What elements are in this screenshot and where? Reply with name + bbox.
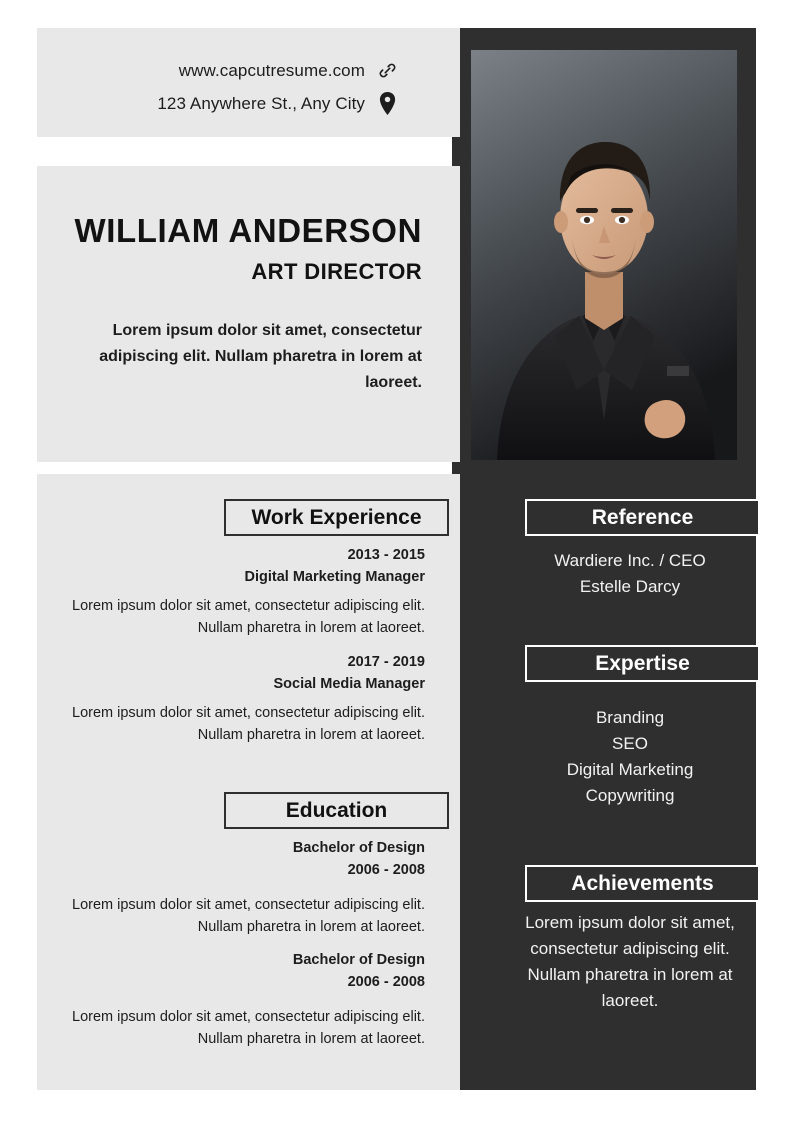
- reference-company: Wardiere Inc. / CEO: [554, 551, 706, 570]
- achievements-text: Lorem ipsum dolor sit amet, consectetur adipiscing elit. Nullam pharetra in lorem at laoreet.: [525, 913, 735, 1010]
- expertise-item-1: Branding: [595, 708, 665, 727]
- work-item-2-years: 2017 - 2019: [347, 654, 425, 670]
- contact-block: [37, 28, 460, 137]
- expertise-item-4: Copywriting: [585, 786, 675, 805]
- work-item-1-position: Digital Marketing Manager: [244, 569, 425, 585]
- education-item-1-degree: Bachelor of Design: [292, 840, 425, 856]
- profile-summary: Lorem ipsum dolor sit amet, consectetur adipiscing elit. Nullam pharetra in lorem at laoreet.: [99, 322, 422, 391]
- section-header-reference: [525, 499, 760, 536]
- portrait-photo: [471, 50, 737, 460]
- contact-website-row[interactable]: [157, 54, 398, 87]
- left-content-panel: [37, 474, 460, 1090]
- reference-person: Estelle Darcy: [579, 577, 681, 596]
- education-item-2-degree: Bachelor of Design: [292, 952, 425, 968]
- name-block: [37, 166, 460, 462]
- education-item-2-years: 2006 - 2008: [347, 974, 425, 990]
- work-item-2-description: Lorem ipsum dolor sit amet, consectetur adipiscing elit. Nullam pharetra in lorem at laoreet.: [72, 705, 425, 743]
- expertise-item-3: Digital Marketing: [566, 760, 694, 779]
- section-header-expertise: [525, 645, 760, 682]
- section-header-work-experience: [224, 499, 449, 536]
- work-item-2-position: Social Media Manager: [273, 676, 425, 692]
- link-icon: [376, 60, 398, 82]
- job-title: ART DIRECTOR: [251, 259, 422, 284]
- section-header-education: [224, 792, 449, 829]
- contact-address: 123 Anywhere St., Any City: [157, 94, 365, 113]
- work-item-1-years: 2013 - 2015: [347, 547, 425, 563]
- education-item-2-description: Lorem ipsum dolor sit amet, consectetur adipiscing elit. Nullam pharetra in lorem at laoreet.: [72, 1009, 425, 1047]
- contact-website: www.capcutresume.com: [178, 61, 365, 80]
- section-title-work-experience: Work Experience: [251, 505, 422, 529]
- education-item-1-years: 2006 - 2008: [347, 862, 425, 878]
- section-title-expertise: Expertise: [595, 651, 690, 675]
- contact-address-row[interactable]: [157, 87, 398, 120]
- expertise-item-2: SEO: [612, 734, 648, 753]
- section-title-reference: Reference: [591, 505, 694, 529]
- work-item-1-description: Lorem ipsum dolor sit amet, consectetur adipiscing elit. Nullam pharetra in lorem at laoreet.: [72, 598, 425, 636]
- education-item-1-description: Lorem ipsum dolor sit amet, consectetur adipiscing elit. Nullam pharetra in lorem at laoreet.: [72, 897, 425, 935]
- section-title-education: Education: [285, 798, 388, 822]
- page-title: WILLIAM ANDERSON: [74, 212, 422, 249]
- contact-list: [157, 54, 398, 120]
- section-title-achievements: Achievements: [571, 871, 714, 895]
- location-pin-icon: [376, 93, 398, 115]
- section-header-achievements: [525, 865, 760, 902]
